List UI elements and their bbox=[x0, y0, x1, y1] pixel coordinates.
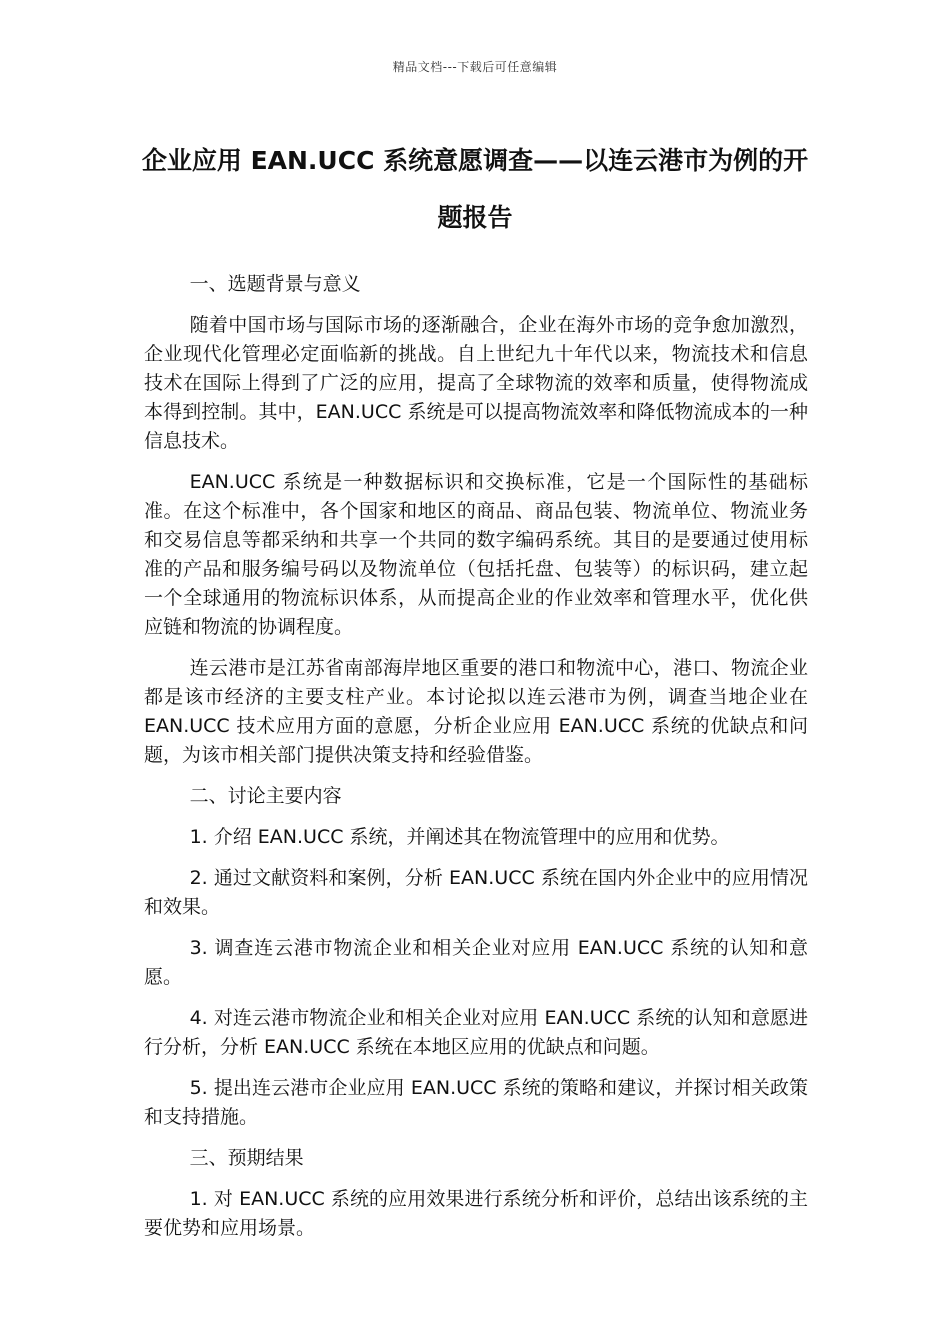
document-body bbox=[144, 270, 808, 1255]
paragraph-background-1: 随着中国市场与国际市场的逐渐融合，企业在海外市场的竞争愈加激烈，企业现代化管理必定面临新的挑战。自上世纪九十年代以来，物流技术和信息技术在国际上得到了广泛的应用，提高了全球物流的效率和质量，使得物流成本得到控制。其中，EAN.UCC 系统是可以提高物流效率和降低物流成本的一种信息技术。 bbox=[144, 314, 808, 452]
results-item-1: 1. 对 EAN.UCC 系统的应用效果进行系统分析和评价，总结出该系统的主要优势和应用场景。 bbox=[144, 1188, 808, 1239]
content-item-5: 5. 提出连云港市企业应用 EAN.UCC 系统的策略和建议，并探讨相关政策和支持措施。 bbox=[144, 1077, 808, 1128]
paragraph-background-2: EAN.UCC 系统是一种数据标识和交换标准，它是一个国际性的基础标准。在这个标准中，各个国家和地区的商品、商品包装、物流单位、物流业务和交易信息等都采纳和共享一个共同的数字编码系统。其目的是要通过使用标准的产品和服务编号码以及物流单位（包括托盘、包装等）的标识码，建立起一个全球通用的物流标识体系，从而提高企业的作业效率和管理水平，优化供应链和物流的协调程度。 bbox=[144, 471, 808, 638]
content-item-3: 3. 调查连云港市物流企业和相关企业对应用 EAN.UCC 系统的认知和意愿。 bbox=[144, 937, 808, 988]
section-heading-results: 三、预期结果 bbox=[189, 1147, 304, 1169]
paragraph-background-3: 连云港市是江苏省南部海岸地区重要的港口和物流中心，港口、物流企业都是该市经济的主要支柱产业。本讨论拟以连云港市为例，调查当地企业在 EAN.UCC 技术应用方面的意愿，分析企业应用 EAN.UCC 系统的优缺点和问题，为该市相关部门提供决策支持和经验借鉴。 bbox=[144, 657, 808, 766]
document-title: 企业应用 EAN.UCC 系统意愿调查——以连云港市为例的开题报告 bbox=[141, 146, 809, 232]
header-note: 精品文档---下载后可任意编辑 bbox=[392, 60, 558, 74]
section-heading-background: 一、选题背景与意义 bbox=[189, 273, 361, 295]
content-item-1: 1. 介绍 EAN.UCC 系统，并阐述其在物流管理中的应用和优势。 bbox=[189, 826, 730, 848]
section-heading-content: 二、讨论主要内容 bbox=[189, 785, 342, 807]
content-item-2: 2. 通过文献资料和案例，分析 EAN.UCC 系统在国内外企业中的应用情况和效果。 bbox=[144, 867, 808, 918]
content-item-4: 4. 对连云港市物流企业和相关企业对应用 EAN.UCC 系统的认知和意愿进行分析，分析 EAN.UCC 系统在本地区应用的优缺点和问题。 bbox=[144, 1007, 808, 1058]
